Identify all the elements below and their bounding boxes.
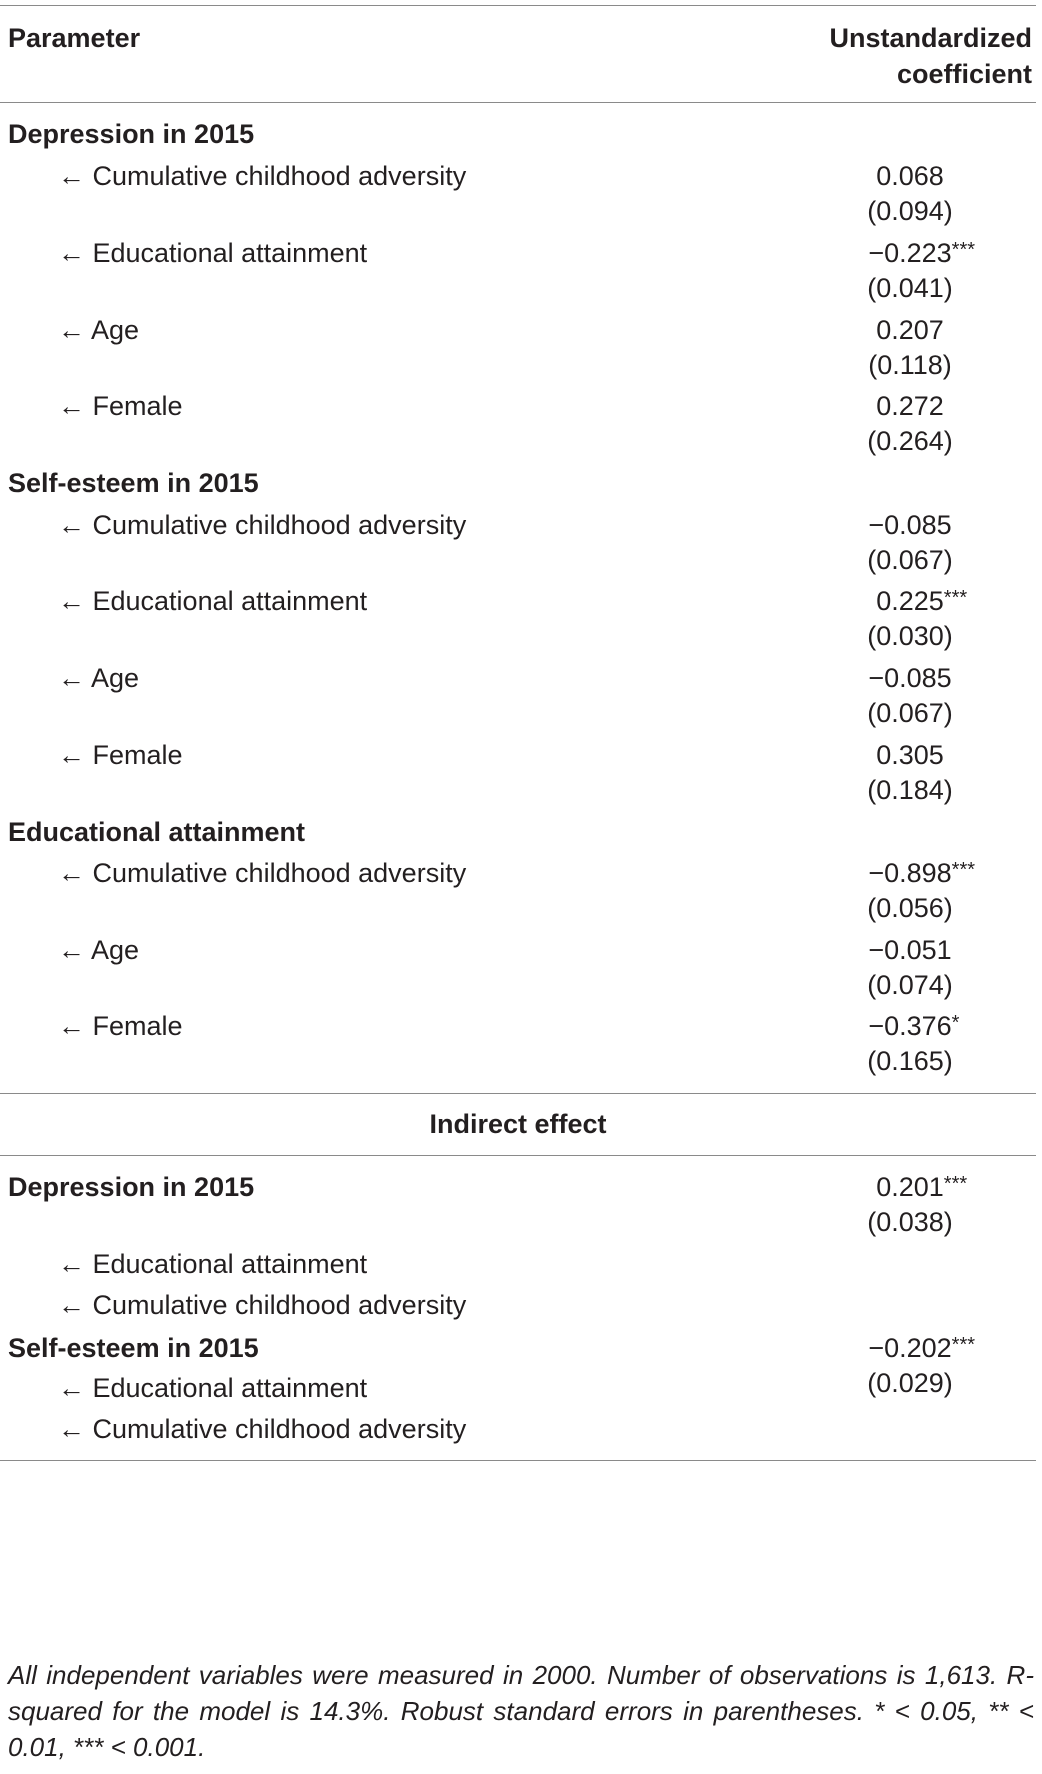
coefficient-value bbox=[810, 857, 1010, 889]
coefficient-header-line1: Unstandardized bbox=[829, 23, 1032, 53]
coefficient-value bbox=[810, 390, 1010, 422]
parameter-header: Parameter bbox=[8, 23, 141, 53]
bottom-rule bbox=[0, 1460, 1036, 1461]
standard-error: (0.165) bbox=[867, 1046, 953, 1076]
significance-stars: *** bbox=[951, 1334, 976, 1356]
coefficient-value bbox=[810, 237, 1010, 269]
coefficient-value bbox=[810, 509, 1010, 541]
standard-error: (0.074) bbox=[867, 970, 953, 1000]
significance-stars: *** bbox=[943, 587, 968, 609]
significance-stars: * bbox=[951, 1012, 960, 1034]
coefficient-value bbox=[810, 160, 1010, 192]
value-number: 0.272 bbox=[876, 391, 944, 421]
standard-error: (0.030) bbox=[867, 621, 953, 651]
indirect-effect-header: Indirect effect bbox=[429, 1109, 607, 1139]
path-label: ← Educational attainment bbox=[58, 1373, 368, 1403]
significance-stars: *** bbox=[943, 1173, 968, 1195]
top-rule bbox=[0, 5, 1036, 6]
coefficient-value bbox=[810, 739, 1010, 771]
indirect-group-title: Self-esteem in 2015 bbox=[8, 1333, 259, 1363]
coefficient-value bbox=[810, 662, 1010, 694]
coefficient-value bbox=[810, 314, 1010, 346]
standard-error: (0.067) bbox=[867, 698, 953, 728]
indirect-top-rule bbox=[0, 1093, 1036, 1094]
value-number: 0.305 bbox=[876, 740, 944, 770]
standard-error: (0.029) bbox=[867, 1368, 953, 1398]
value-number: −0.376 bbox=[868, 1011, 952, 1041]
value-number: 0.207 bbox=[876, 315, 944, 345]
standard-error: (0.041) bbox=[867, 273, 953, 303]
row-label: ← Educational attainment bbox=[58, 238, 368, 268]
value-number: −0.085 bbox=[868, 663, 952, 693]
row-label: ← Cumulative childhood adversity bbox=[58, 161, 467, 191]
section-title: Self-esteem in 2015 bbox=[8, 468, 259, 498]
value-number: 0.225 bbox=[876, 586, 944, 616]
coefficient-value bbox=[810, 1171, 1010, 1203]
significance-stars: *** bbox=[951, 859, 976, 881]
value-number: −0.202 bbox=[868, 1333, 952, 1363]
row-label: ← Age bbox=[58, 663, 140, 693]
header-rule bbox=[0, 102, 1036, 103]
standard-error: (0.056) bbox=[867, 893, 953, 923]
path-label: ← Educational attainment bbox=[58, 1249, 368, 1279]
section-title: Educational attainment bbox=[8, 817, 306, 847]
coefficient-value bbox=[810, 585, 1010, 617]
standard-error: (0.067) bbox=[867, 545, 953, 575]
coefficient-value bbox=[810, 1332, 1010, 1364]
standard-error: (0.184) bbox=[867, 775, 953, 805]
row-label: ← Age bbox=[58, 935, 140, 965]
standard-error: (0.094) bbox=[867, 196, 953, 226]
section-title: Depression in 2015 bbox=[8, 119, 255, 149]
coefficient-value bbox=[810, 934, 1010, 966]
row-label: ← Educational attainment bbox=[58, 586, 368, 616]
standard-error: (0.118) bbox=[868, 350, 952, 380]
row-label: ← Female bbox=[58, 740, 183, 770]
coefficient-header bbox=[829, 20, 1032, 92]
row-label: ← Cumulative childhood adversity bbox=[58, 510, 467, 540]
standard-error: (0.264) bbox=[867, 426, 953, 456]
value-number: −0.085 bbox=[868, 510, 952, 540]
indirect-group-title: Depression in 2015 bbox=[8, 1172, 255, 1202]
row-label: ← Age bbox=[58, 315, 140, 345]
standard-error: (0.038) bbox=[867, 1207, 953, 1237]
indirect-bottom-rule bbox=[0, 1155, 1036, 1156]
row-label: ← Female bbox=[58, 391, 183, 421]
value-number: 0.201 bbox=[876, 1172, 944, 1202]
coefficient-header-line2: coefficient bbox=[896, 59, 1032, 89]
value-number: −0.051 bbox=[868, 935, 952, 965]
table-footnote: All independent variables were measured in 2000. Number of observations is 1,613. R-squared for the model is 14.3%. Robust standard errors in parentheses. * < 0.05, ** < 0.01, *** < 0.001. bbox=[8, 1660, 1034, 1762]
path-label: ← Cumulative childhood adversity bbox=[58, 1414, 467, 1444]
significance-stars: *** bbox=[951, 239, 976, 261]
value-number: −0.223 bbox=[868, 238, 952, 268]
row-label: ← Cumulative childhood adversity bbox=[58, 858, 467, 888]
value-number: −0.898 bbox=[868, 858, 952, 888]
value-number: 0.068 bbox=[876, 161, 944, 191]
row-label: ← Female bbox=[58, 1011, 183, 1041]
coefficient-value bbox=[810, 1010, 1010, 1042]
path-label: ← Cumulative childhood adversity bbox=[58, 1290, 467, 1320]
